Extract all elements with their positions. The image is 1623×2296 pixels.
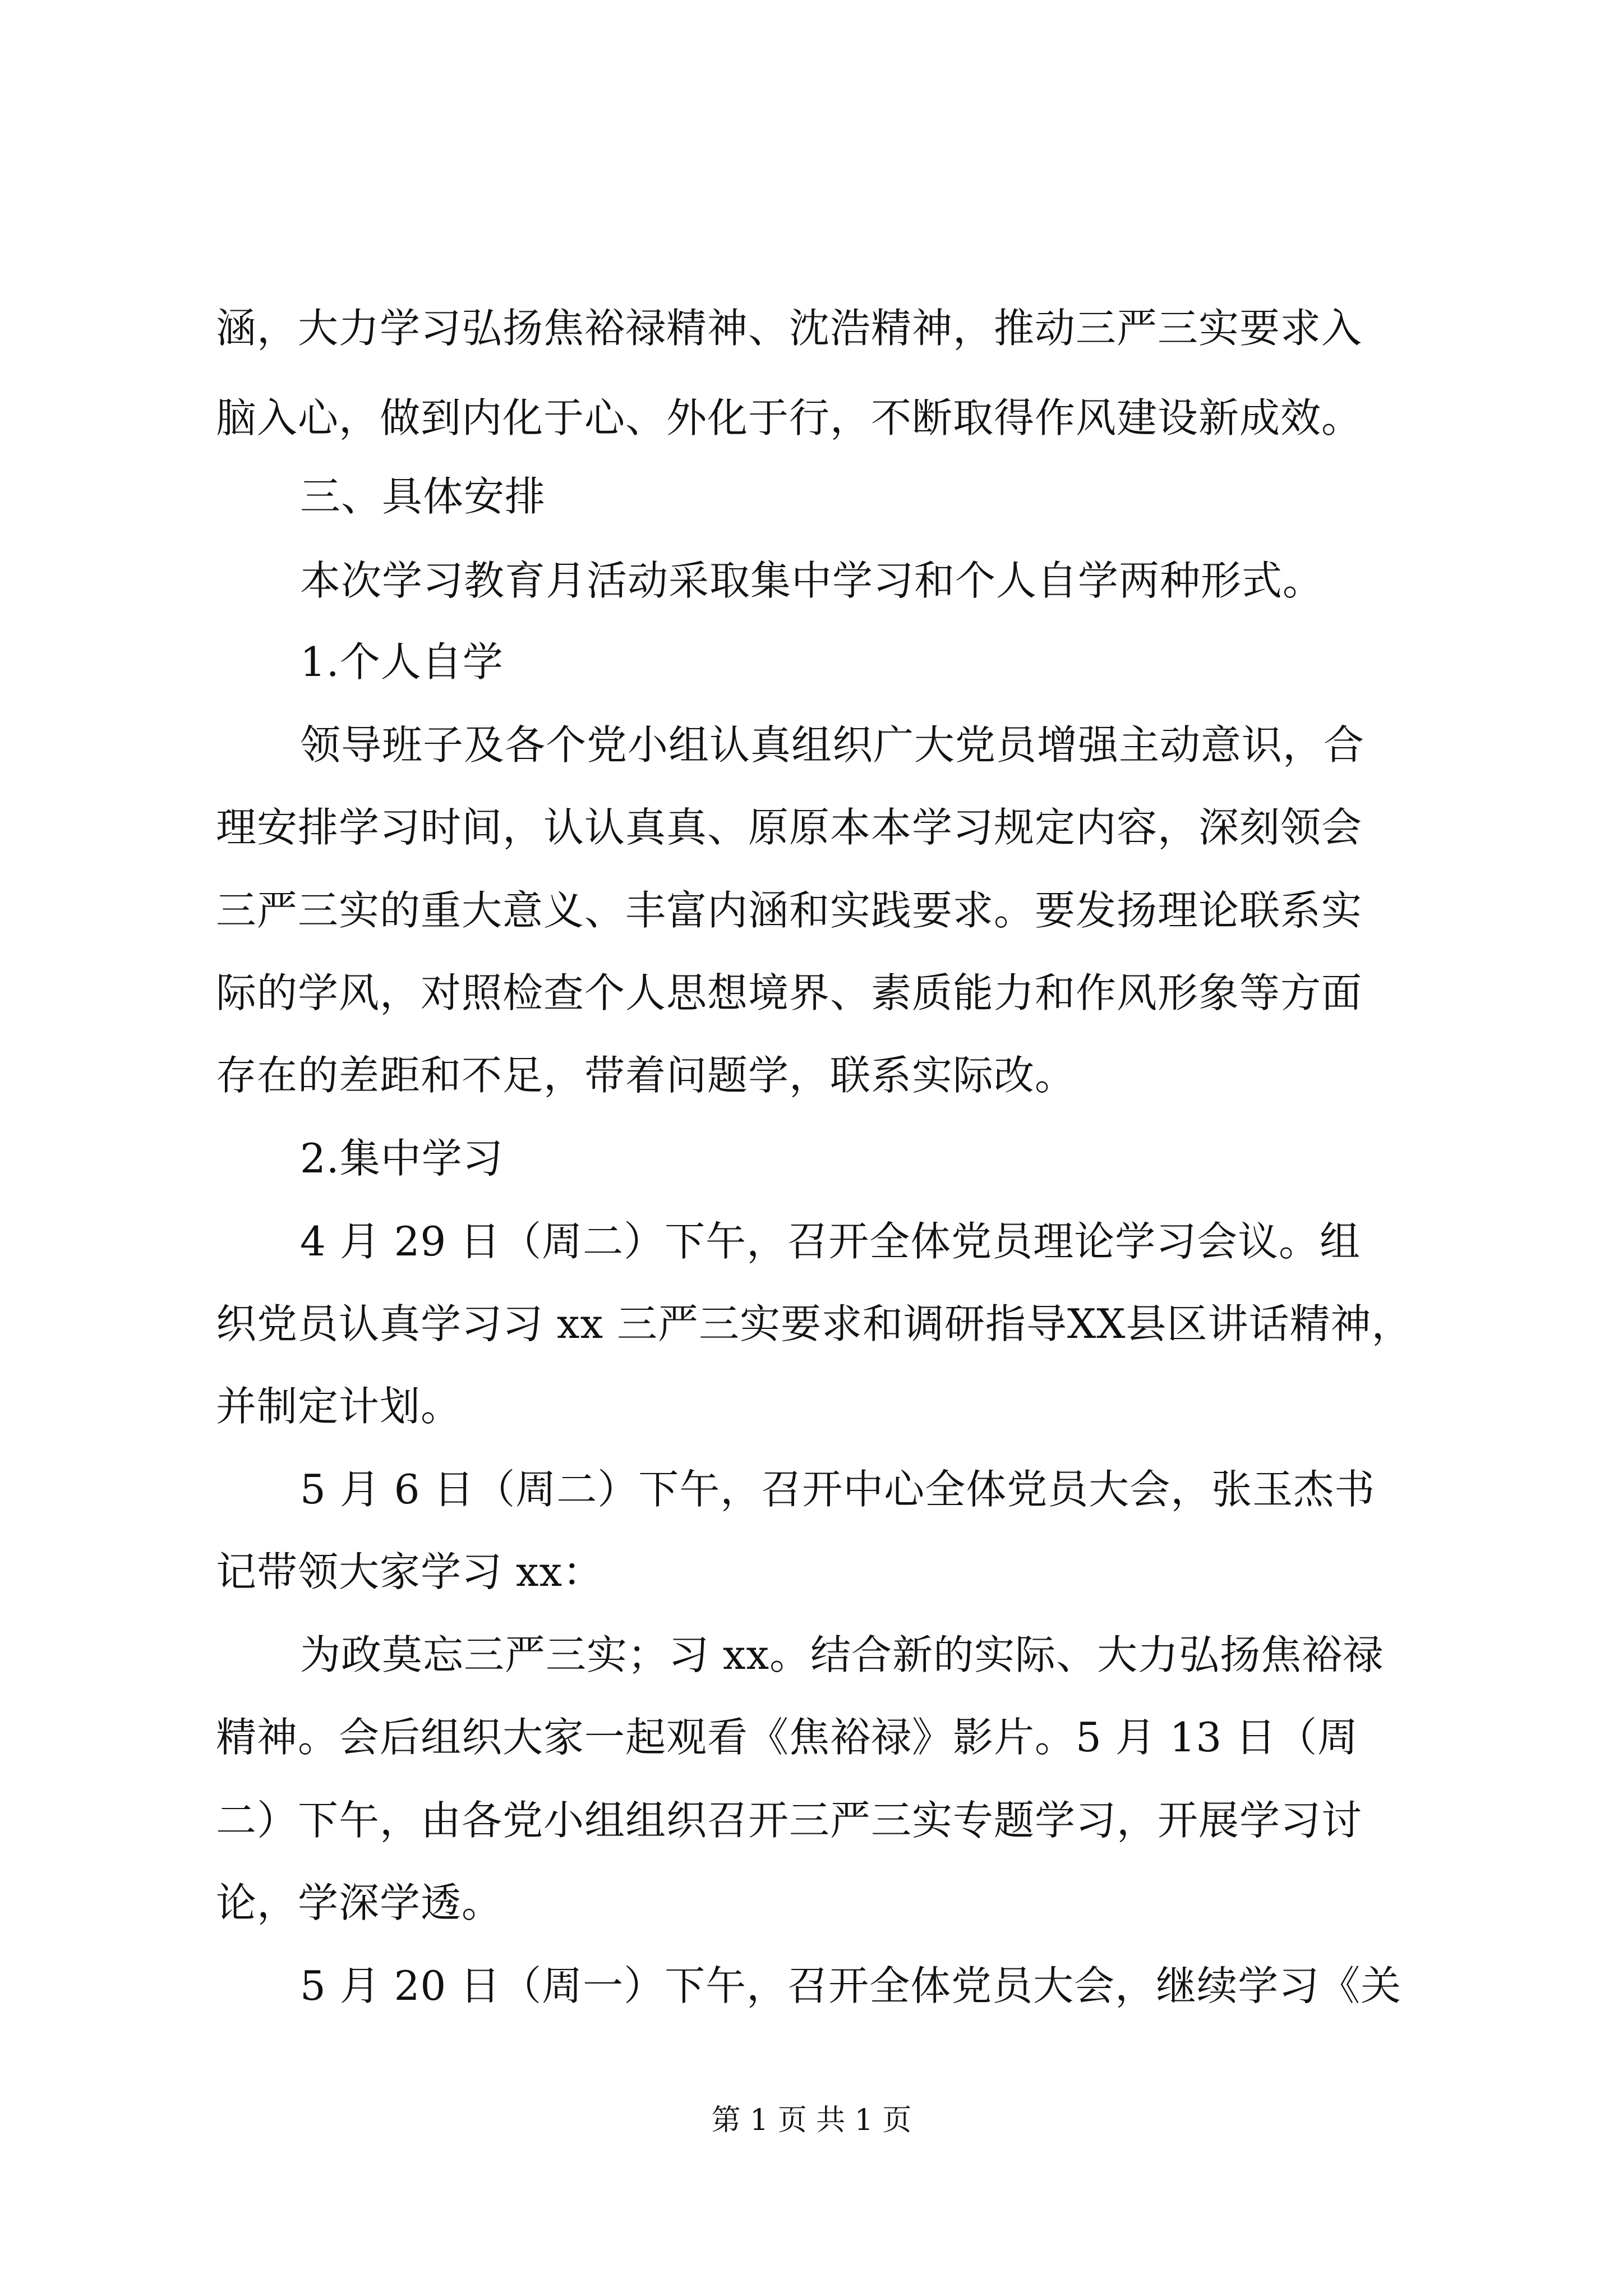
paragraph-line: 涵，大力学习弘扬焦裕禄精神、沈浩精神，推动三严三实要求入: [216, 305, 1363, 352]
paragraph-line: 本次学习教育月活动采取集中学习和个人自学两种形式。: [300, 557, 1324, 604]
paragraph-line: 脑入心，做到内化于心、外化于行，不断取得作风建设新成效。: [216, 394, 1363, 441]
paragraph-line: 理安排学习时间，认认真真、原原本本学习规定内容，深刻领会: [216, 804, 1363, 851]
paragraph-line: 4 月 29 日（周二）下午，召开全体党员理论学习会议。组: [300, 1218, 1361, 1265]
paragraph-line: 并制定计划。: [216, 1383, 462, 1430]
paragraph-line: 记带领大家学习 xx：: [216, 1548, 604, 1595]
paragraph-line: 织党员认真学习习 xx 三严三实要求和调研指导XX县区讲话精神，: [216, 1300, 1413, 1347]
paragraph-line: 5 月 6 日（周二）下午，召开中心全体党员大会，张玉杰书: [300, 1466, 1376, 1513]
section-heading: 三、具体安排: [300, 473, 546, 520]
subsection-heading: 2.集中学习: [300, 1135, 504, 1182]
paragraph-line: 三严三实的重大意义、丰富内涵和实践要求。要发扬理论联系实: [216, 887, 1363, 934]
paragraph-line: 为政莫忘三严三实；习 xx。结合新的实际、大力弘扬焦裕禄: [300, 1631, 1384, 1678]
paragraph-line: 5 月 20 日（周一）下午，召开全体党员大会，继续学习《关: [300, 1962, 1402, 2009]
paragraph-line: 精神。会后组织大家一起观看《焦裕禄》影片。5 月 13 日（周: [216, 1714, 1359, 1761]
paragraph-line: 领导班子及各个党小组认真组织广大党员增强主动意识，合: [300, 721, 1365, 769]
paragraph-line: 论，学深学透。: [216, 1879, 503, 1926]
page-footer: 第 1 页 共 1 页: [711, 2104, 912, 2137]
paragraph-line: 二）下午，由各党小组组织召开三严三实专题学习，开展学习讨: [216, 1797, 1363, 1844]
subsection-heading: 1.个人自学: [300, 638, 504, 685]
paragraph-line: 存在的差距和不足，带着问题学，联系实际改。: [216, 1052, 1076, 1099]
paragraph-line: 际的学风，对照检查个人思想境界、素质能力和作风形象等方面: [216, 969, 1363, 1016]
